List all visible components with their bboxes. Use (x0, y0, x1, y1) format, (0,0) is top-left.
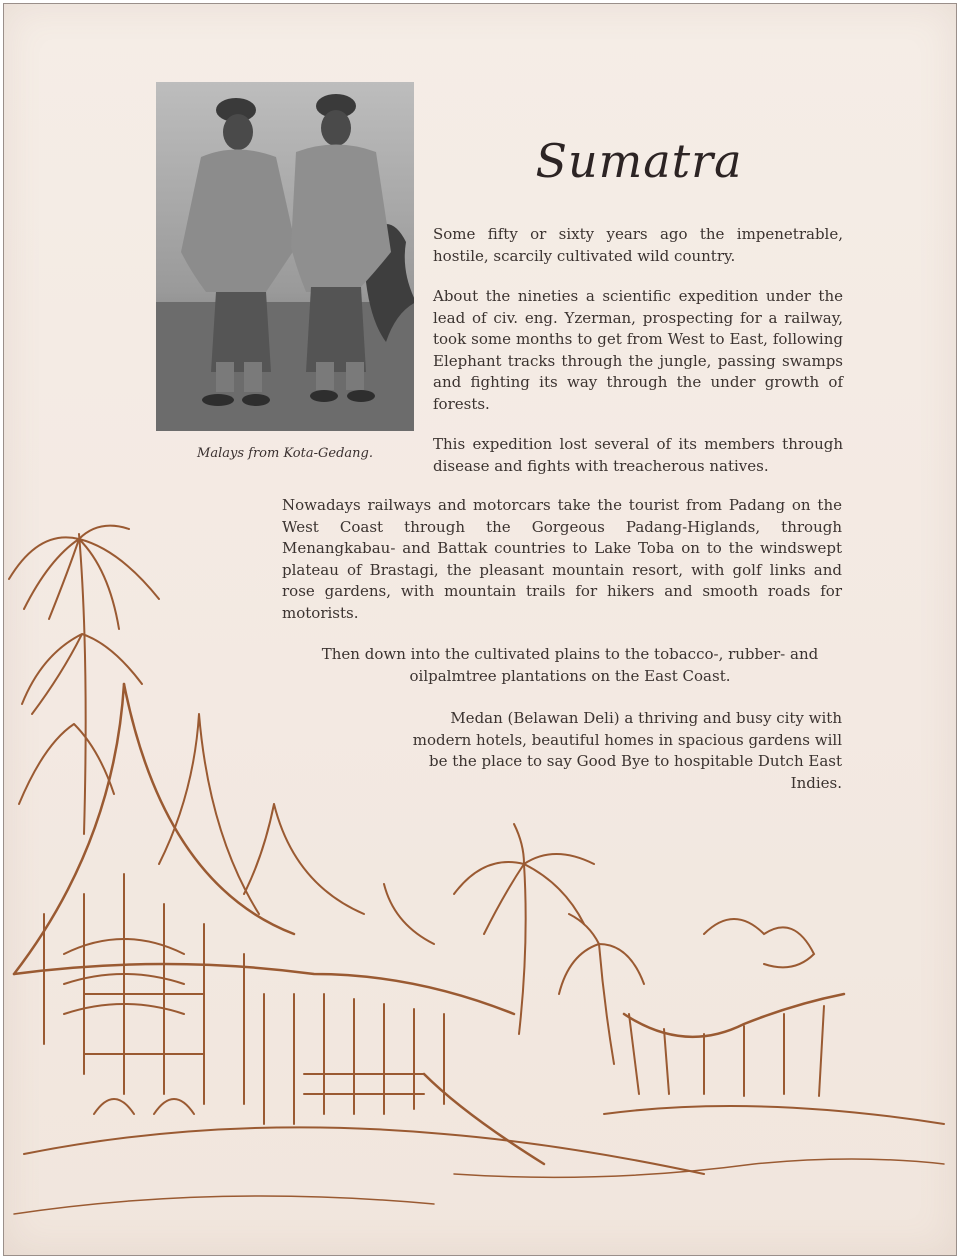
paragraph-nowadays: Nowadays railways and motorcars take the tourist from Padang on the West Coast through the Gorgeous Padang-Higlands, through Menangkabau- and Battak countries to Lake Toba on to the windswept plateau of Brastagi, the pleasant mountain resort, with golf links and rose gardens, with mountain trails for hikers and smooth roads for motorists. (282, 496, 842, 622)
paragraph-medan: Medan (Belawan Deli) a thriving and busy city with modern hotels, beautiful homes in spacious gardens will be the place to say Good Bye to hospitable Dutch East Indies. (412, 709, 842, 792)
rumah-gadang-house (14, 684, 704, 1174)
photo-malays (156, 82, 414, 431)
house-illustration (4, 514, 956, 1255)
paragraph-intro: Some fifty or sixty years ago the impenetrable, hostile, scarcily cultivated wild country. (433, 225, 843, 265)
palm-tree-middle (454, 824, 644, 1064)
photo-caption: Malays from Kota-Gedang. (197, 446, 373, 461)
palm-tree-left (9, 526, 159, 834)
paragraph-expedition: About the nineties a scientific expedition under the lead of civ. eng. Yzerman, prospecting for a railway, took some months to get from West to East, following Elephant tracks through the jungle, passing swamps and fighting its way through the under growth of forests. (433, 287, 843, 413)
brochure-page (3, 3, 957, 1256)
paragraph-losses: This expedition lost several of its members through disease and fights with treacherous natives. (433, 435, 843, 475)
paragraph-plains: Then down into the cultivated plains to the tobacco-, rubber- and oilpalmtree plantations on the East Coast. (321, 645, 819, 685)
house-right (604, 919, 944, 1124)
page-title: Sumatra (535, 134, 743, 188)
